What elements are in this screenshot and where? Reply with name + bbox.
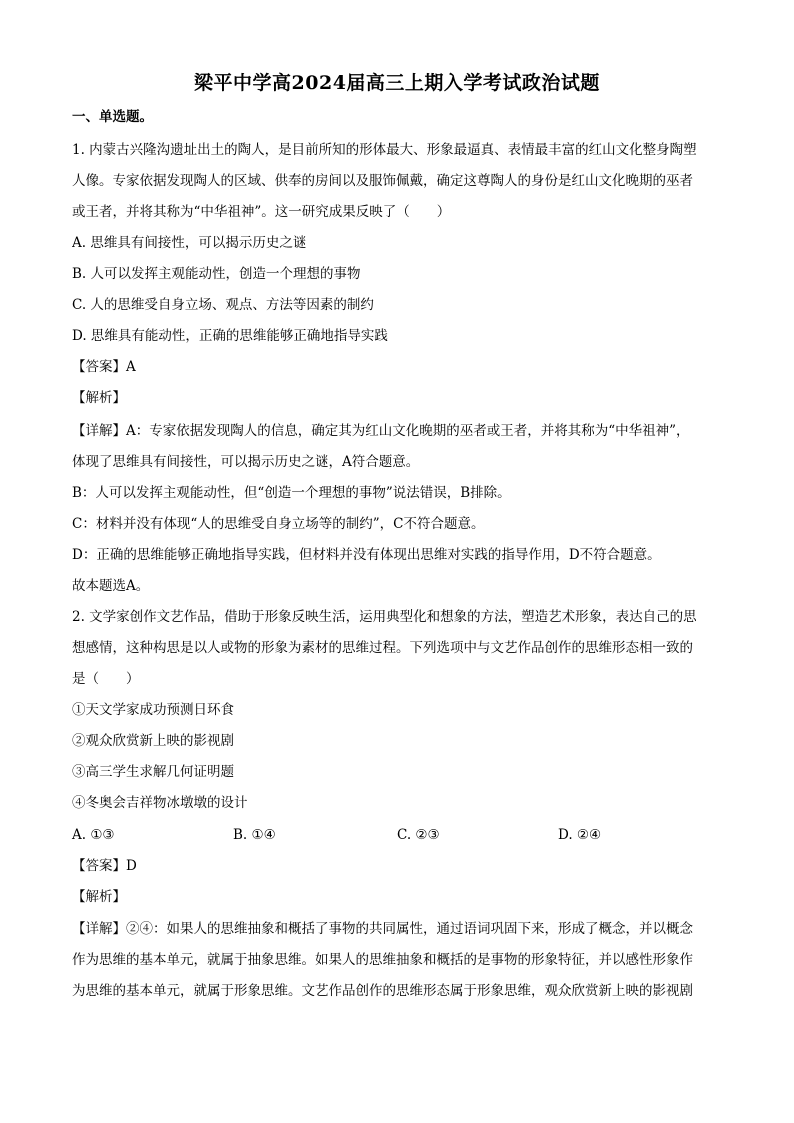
q1-analysis-label: 【解析】 (72, 390, 126, 406)
q1-answer: 【答案】A (72, 359, 136, 375)
q2-option-b: B. ①④ (233, 827, 276, 843)
q1-stem-line-1: 1. 内蒙古兴隆沟遗址出土的陶人，是目前所知的形体最大、形象最逼真、表情最丰富的红山文化整身陶塑 (72, 142, 697, 158)
section-heading: 一、单选题。 (72, 109, 153, 125)
q1-detail-line-3: B：人可以发挥主观能动性，但“创造一个理想的事物”说法错误，B排除。 (72, 485, 511, 501)
q2-item-3: ③高三学生求解几何证明题 (72, 764, 234, 780)
q2-stem-line-2: 想感情，这种构思是以人或物的形象为素材的思维过程。下列选项中与文艺作品创作的思维形态相一致的 (72, 640, 693, 656)
q2-option-d: D. ②④ (558, 827, 602, 843)
q1-option-d: D. 思维具有能动性，正确的思维能够正确地指导实践 (72, 328, 388, 344)
q2-option-a: A. ①③ (72, 827, 115, 843)
q2-item-4: ④冬奥会吉祥物冰墩墩的设计 (72, 795, 248, 811)
q2-detail-line-1: 【详解】②④：如果人的思维抽象和概括了事物的共同属性，通过语词巩固下来，形成了概念，并以概念 (72, 921, 693, 937)
q2-stem-line-3: 是（ ） (72, 671, 140, 687)
q2-detail-line-2: 作为思维的基本单元，就属于抽象思维。如果人的思维抽象和概括的是事物的形象特征，并以感性形象作 (72, 952, 693, 968)
q2-option-c: C. ②③ (397, 827, 440, 843)
q1-detail-line-1: 【详解】A：专家依据发现陶人的信息，确定其为红山文化晚期的巫者或王者，并将其称为“中华祖神”， (72, 423, 690, 439)
q2-item-2: ②观众欣赏新上映的影视剧 (72, 733, 234, 749)
q1-option-a: A. 思维具有间接性，可以揭示历史之谜 (72, 235, 307, 251)
q2-answer: 【答案】D (72, 858, 137, 874)
q1-detail-line-4: C：材料并没有体现“人的思维受自身立场等的制约”，C不符合题意。 (72, 516, 485, 532)
q2-analysis-label: 【解析】 (72, 889, 126, 905)
q2-item-1: ①天文学家成功预测日环食 (72, 702, 234, 718)
q1-stem-line-2: 人像。专家依据发现陶人的区域、供奉的房间以及服饰佩戴，确定这尊陶人的身份是红山文化晚期的巫者 (72, 173, 693, 189)
q1-detail-line-6: 故本题选A。 (72, 578, 150, 594)
q1-detail-line-5: D：正确的思维能够正确地指导实践，但材料并没有体现出思维对实践的指导作用，D不符合题意。 (72, 547, 661, 563)
q1-option-c: C. 人的思维受自身立场、观点、方法等因素的制约 (72, 297, 374, 313)
q1-stem-line-3: 或王者，并将其称为“中华祖神”。这一研究成果反映了（ ） (72, 204, 451, 220)
q2-stem-line-1: 2. 文学家创作文艺作品，借助于形象反映生活，运用典型化和想象的方法，塑造艺术形象，表达自己的思 (72, 609, 697, 625)
q1-option-b: B. 人可以发挥主观能动性，创造一个理想的事物 (72, 266, 361, 282)
q2-detail-line-3: 为思维的基本单元，就属于形象思维。文艺作品创作的思维形态属于形象思维，观众欣赏新上映的影视剧 (72, 983, 693, 999)
q1-detail-line-2: 体现了思维具有间接性，可以揭示历史之谜，A符合题意。 (72, 454, 420, 470)
page-title: 梁平中学高2024届高三上期入学考试政治试题 (194, 72, 600, 94)
